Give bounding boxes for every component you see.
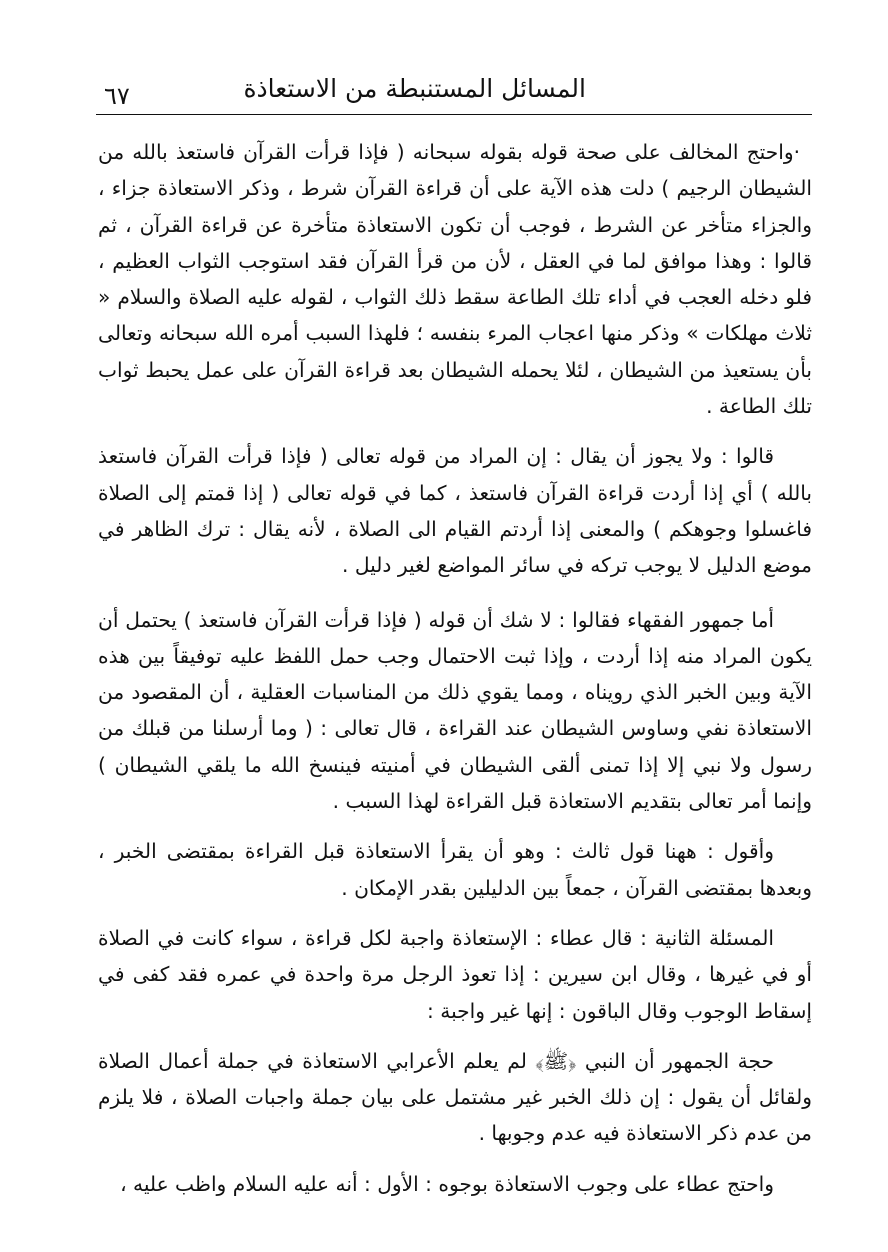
body-text xyxy=(98,134,812,1216)
running-title: المسائل المستنبطة من الاستعاذة xyxy=(243,74,586,103)
paragraph-third-opinion: وأقول : ههنا قول ثالث : وهو أن يقرأ الاستعاذة قبل القراءة بمقتضى الخبر ، وبعدها بمقتضى القرآن ، جمعاً بين الدليلين بقدر الإمكان . xyxy=(98,839,812,900)
page-number: ٦٧ xyxy=(104,82,130,110)
page-header xyxy=(96,66,812,115)
paragraph-majority-view: أما جمهور الفقهاء فقالوا : لا شك أن قوله ( فإذا قرأت القرآن فاستعذ ) يحتمل أن يكون المراد منه إذا أردت ، وإذا ثبت الاحتمال وجب حمل اللفظ عليه توفيقاً بين هذه الآية وبين الخبر الذي رويناه ، ومما يقوي ذلك من المناسبات العقلية ، أن المقصود من الاستعاذة نفي وساوس الشيطان عند القراءة ، قال تعالى : ( وما أرسلنا من قبلك من رسول ولا نبي إلا إذا تمنى ألقى الشيطان في أمنيته فينسخ الله ما يلقي الشيطان ) وإنما أمر تعالى بتقديم الاستعاذة قبل القراءة لهذا السبب . xyxy=(98,607,812,814)
paragraph-second-issue: المسئلة الثانية : قال عطاء : الإستعاذة واجبة لكل قراءة ، سواء كانت في الصلاة أو في غيرها ، وقال ابن سيرين : إذا تعوذ الرجل مرة واحدة في عمره فقد كفى في إسقاط الوجوب وقال الباقون : إنها غير واجبة : xyxy=(98,925,812,1023)
paragraph-ata-argument: واحتج عطاء على وجوب الاستعاذة بوجوه : الأول : أنه عليه السلام واظب عليه ، xyxy=(120,1171,774,1196)
paragraph-objection-argument: ·واحتج المخالف على صحة قوله بقوله سبحانه ( فإذا قرأت القرآن فاستعذ بالله من الشيطان الرجيم ) دلت هذه الآية على أن قراءة القرآن شرط ، وذكر الاستعاذة جزاء ، والجزاء متأخر عن الشرط ، فوجب أن تكون الاستعاذة متأخرة عن قراءة القرآن ، ثم قالوا : وهذا موافق لما في العقل ، لأن من قرأ القرآن فقد استوجب الثواب العظيم ، فلو دخله العجب في أداء تلك الطاعة سقط ذلك الثواب ، لقوله عليه الصلاة والسلام « ثلاث مهلكات » وذكر منها اعجاب المرء بنفسه ؛ فلهذا السبب أمره الله سبحانه وتعالى بأن يستعيذ من الشيطان ، لئلا يحمله الشيطان بعد قراءة القرآن على عمل يحبط ثواب تلك الطاعة . xyxy=(98,140,812,419)
paragraph-objection-reply: قالوا : ولا يجوز أن يقال : إن المراد من قوله تعالى ( فإذا قرأت القرآن فاستعذ بالله ) أي إذا أردت قراءة القرآن فاستعذ ، كما في قوله تعالى ( إذا قمتم إلى الصلاة فاغسلوا وجوهكم ) والمعنى إذا أردتم القيام الى الصلاة ، لأنه يقال : ترك الظاهر في موضع الدليل لا يوجب تركه في سائر المواضع لغير دليل . xyxy=(98,444,812,578)
paragraph-majority-proof: حجة الجمهور أن النبي ﴿ﷺ﴾ لم يعلم الأعرابي الاستعاذة في جملة أعمال الصلاة ولقائل أن يقول : إن ذلك الخبر غير مشتمل على بيان جملة واجبات الصلاة ، فلا يلزم من عدم ذكر الاستعاذة فيه عدم وجوبها . xyxy=(98,1048,812,1146)
